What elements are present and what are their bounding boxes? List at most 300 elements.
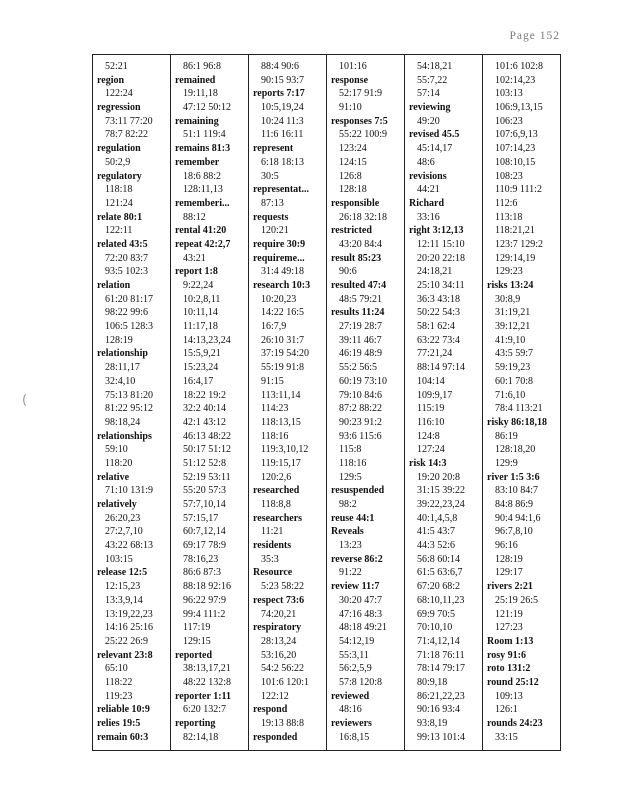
page-line-reference: 116:10	[417, 416, 445, 428]
page-line-reference: 24:18,21	[417, 266, 453, 278]
page-line-reference: 106:9,13,15	[495, 102, 543, 114]
page-line-reference: 26:20,23	[105, 512, 141, 524]
page-line-reference: 32:2 40:14	[183, 403, 227, 415]
index-term: representat...	[253, 184, 310, 196]
index-table	[92, 54, 561, 751]
page-line-reference: 72:20 83:7	[105, 252, 149, 264]
page-line-reference: 106:5 128:3	[105, 321, 154, 333]
page-line-reference: 93:5 102:3	[105, 266, 149, 278]
page-line-reference: 104:14	[417, 375, 445, 387]
page-line-reference: 37:19 54:20	[261, 348, 310, 360]
page-line-reference: 6:18 18:13	[261, 156, 305, 168]
page-line-reference: 12:15,23	[105, 581, 141, 593]
index-term: respond	[253, 704, 288, 716]
page-line-reference: 113:18	[495, 211, 523, 223]
page-line-reference: 51:1 119:4	[183, 129, 226, 141]
index-term: research 10:3	[253, 280, 311, 291]
page-line-reference: 124:15	[339, 156, 367, 168]
page-line-reference: 33:15	[495, 731, 518, 743]
page-line-reference: 115:19	[417, 403, 445, 415]
page-line-reference: 128:19	[105, 334, 133, 346]
page-line-reference: 90:6	[339, 266, 357, 278]
page-line-reference: 118:8,8	[261, 499, 291, 510]
page-line-reference: 120:21	[261, 225, 289, 237]
page-line-reference: 11:17,18	[183, 321, 218, 333]
page-line-reference: 48:16	[339, 704, 362, 716]
page-line-reference: 63:22 73:4	[417, 334, 461, 346]
index-term: round 25:12	[487, 676, 539, 688]
page-line-reference: 119:3,10,12	[261, 444, 309, 456]
index-term: revised 45.5	[409, 129, 460, 141]
page-line-reference: 55:20 57:3	[183, 485, 227, 497]
index-term: remember	[175, 156, 220, 168]
index-term: respect 73:6	[253, 594, 305, 606]
page-line-reference: 32:4,10	[105, 375, 136, 387]
page-line-reference: 27:19 28:7	[339, 321, 383, 333]
page-line-reference: 88:18 92:16	[183, 581, 232, 593]
page-line-reference: 31:19,21	[495, 307, 531, 319]
page-line-reference: 119:15,17	[261, 457, 301, 469]
page-line-reference: 55:3,11	[339, 649, 369, 661]
page-line-reference: 25:19 26:5	[495, 594, 539, 606]
index-term: remain 60:3	[97, 731, 149, 743]
index-term: regression	[97, 102, 141, 114]
page-line-reference: 57:14	[417, 88, 440, 100]
page-line-reference: 10:5,19,24	[261, 102, 304, 114]
index-term: reliable 10:9	[97, 704, 150, 716]
page-line-reference: 118:16	[339, 457, 367, 469]
page-line-reference: 60:19 73:10	[339, 375, 388, 387]
page-line-reference: 60:7,12,14	[183, 526, 226, 538]
page-line-reference: 55:22 100:9	[339, 129, 388, 141]
page-line-reference: 87:13	[261, 197, 284, 209]
page-line-reference: 40:1,4,5,8	[417, 512, 458, 524]
page-line-reference: 106:23	[495, 115, 523, 127]
page-line-reference: 39:12,21	[495, 321, 531, 333]
page-line-reference: 122:24	[105, 88, 133, 100]
page-line-reference: 69:17 78:9	[183, 540, 227, 552]
page-line-reference: 88:14 97:14	[417, 362, 466, 374]
index-term: related 43:5	[97, 238, 148, 250]
index-term: remained	[175, 74, 216, 86]
page-line-reference: 30:20 47:7	[339, 594, 383, 606]
page-line-reference: 107:6,9,13	[495, 129, 538, 141]
page-line-reference: 10:24 11:3	[261, 115, 304, 127]
page-line-reference: 128:19	[495, 553, 523, 565]
index-term: responded	[253, 731, 298, 743]
page-line-reference: 86:19	[495, 430, 518, 442]
index-term: requests	[253, 211, 289, 223]
page-line-reference: 48:6	[417, 156, 435, 168]
page-line-reference: 103:13	[495, 88, 523, 100]
page-line-reference: 25:10 34:11	[417, 280, 465, 291]
index-term: reporting	[175, 718, 216, 729]
page-line-reference: 59:19,23	[495, 362, 531, 374]
page-line-reference: 75:13 81:20	[105, 389, 154, 401]
index-term: responsible	[331, 197, 380, 209]
page-line-reference: 118:13,15	[261, 416, 301, 428]
index-term: respiratory	[253, 622, 302, 634]
page-line-reference: 108:23	[495, 170, 523, 182]
page-line-reference: 124:8	[417, 430, 440, 442]
page-line-reference: 55:19 91:8	[261, 362, 305, 374]
page-line-reference: 13:19,22,23	[105, 608, 153, 620]
index-column-5	[405, 55, 483, 750]
index-term: risks 13:24	[487, 280, 534, 291]
index-term: relevant 23:8	[97, 649, 153, 661]
page-line-reference: 90:23 91:2	[339, 416, 383, 428]
page-line-reference: 102:14,23	[495, 74, 536, 86]
page-line-reference: 31:15 39:22	[417, 485, 466, 497]
page-line-reference: 101:6 102:8	[495, 61, 544, 72]
page-line-reference: 13:3,9,14	[105, 594, 143, 606]
page-line-reference: 127:24	[417, 444, 445, 456]
index-column-3	[249, 55, 327, 750]
page-line-reference: 80:9,18	[417, 676, 448, 688]
page-line-reference: 88:4 90:6	[261, 61, 300, 72]
page-line-reference: 96:7,8,10	[495, 526, 533, 538]
page-line-reference: 26:18 32:18	[339, 211, 388, 223]
index-term: reported	[175, 649, 213, 661]
page-line-reference: 35:3	[261, 553, 279, 565]
page-line-reference: 98:18,24	[105, 416, 141, 428]
index-term: release 12:5	[97, 567, 148, 579]
page-line-reference: 9:22,24	[183, 280, 214, 291]
page-line-reference: 96:16	[495, 540, 518, 552]
page-line-reference: 48:18 49:21	[339, 622, 388, 634]
index-column-1	[93, 55, 171, 750]
page-line-reference: 14:13,23,24	[183, 334, 231, 346]
index-term: relationship	[97, 348, 148, 360]
page-line-reference: 52:21	[105, 61, 128, 72]
page-line-reference: 114:23	[261, 403, 289, 415]
page-line-reference: 71:4,12,14	[417, 635, 460, 647]
page-line-reference: 55:2 56:5	[339, 362, 378, 374]
index-term: report 1:8	[175, 266, 218, 278]
page-line-reference: 126:8	[339, 170, 362, 182]
page-line-reference: 42:1 43:12	[183, 416, 227, 428]
page-line-reference: 128:18	[339, 184, 367, 196]
page-line-reference: 48:22 132:8	[183, 676, 232, 688]
page-line-reference: 11:6 16:11	[261, 129, 304, 141]
index-term: response	[331, 74, 369, 86]
index-column-2	[171, 55, 249, 750]
index-term: rosy 91:6	[487, 649, 526, 661]
page-line-reference: 16:8,15	[339, 731, 370, 743]
page-line-reference: 16:4,17	[183, 375, 214, 387]
index-term: relative	[97, 471, 130, 483]
index-term: residents	[253, 540, 292, 552]
page-line-reference: 25:22 26:9	[105, 635, 149, 647]
page-line-reference: 81:22 95:12	[105, 403, 154, 415]
index-term: rivers 2:21	[487, 581, 533, 593]
index-term: reviewing	[409, 102, 451, 114]
page-line-reference: 99:13 101:4	[417, 731, 466, 743]
index-term: rememberi...	[175, 197, 230, 209]
index-term: revisions	[409, 170, 447, 182]
page-line-reference: 71:10 131:9	[105, 485, 154, 497]
page-line-reference: 60:1 70:8	[495, 375, 534, 387]
index-term: researched	[253, 485, 300, 497]
page-line-reference: 38:13,17,21	[183, 663, 231, 675]
index-term: resulted 47:4	[331, 280, 387, 291]
page-line-reference: 101:16	[339, 61, 367, 72]
page-line-reference: 54:18,21	[417, 61, 453, 72]
index-term: reuse 44:1	[331, 512, 375, 524]
page-line-reference: 61:5 63:6,7	[417, 567, 463, 579]
page-line-reference: 33:16	[417, 211, 440, 223]
page-line-reference: 28:11,17	[105, 362, 140, 374]
page-line-reference: 50:22 54:3	[417, 307, 461, 319]
page-line-reference: 109:9,17	[417, 389, 453, 401]
page-line-reference: 15:23,24	[183, 362, 219, 374]
page-line-reference: 129:9	[495, 457, 518, 469]
page-line-reference: 48:5 79:21	[339, 293, 383, 305]
index-term: relationships	[97, 430, 152, 442]
page-line-reference: 86:6 87:3	[183, 567, 222, 579]
page-line-reference: 119:23	[105, 690, 133, 702]
page-line-reference: 53:16,20	[261, 649, 297, 661]
page-line-reference: 54:2 56:22	[261, 663, 305, 675]
page-line-reference: 55:7,22	[417, 74, 448, 86]
page-line-reference: 46:19 48:9	[339, 348, 383, 360]
page-line-reference: 120:2,6	[261, 471, 292, 483]
page-line-reference: 12:11 15:10	[417, 238, 465, 250]
index-term: remains 81:3	[175, 143, 231, 155]
page-line-reference: 10:11,14	[183, 307, 218, 319]
page-line-reference: 129:5	[339, 471, 362, 483]
index-term: Room 1:13	[487, 635, 534, 647]
index-term: region	[97, 74, 125, 86]
page-line-reference: 118:20	[105, 457, 133, 469]
page-line-reference: 30:5	[261, 170, 279, 182]
page-line-reference: 84:8 86:9	[495, 499, 534, 510]
page-line-reference: 56:8 60:14	[417, 553, 461, 565]
page-line-reference: 71:18 76:11	[417, 649, 465, 661]
page-line-reference: 43:5 59:7	[495, 348, 534, 360]
index-term: relatively	[97, 499, 137, 510]
page-line-reference: 123:24	[339, 143, 367, 155]
page-line-reference: 128:11,13	[183, 184, 223, 196]
page-line-reference: 129:14,19	[495, 252, 536, 264]
page-line-reference: 129:17	[495, 567, 523, 579]
page-line-reference: 50:17 51:12	[183, 444, 232, 456]
page-line-reference: 128:18,20	[495, 444, 536, 456]
page-line-reference: 65:10	[105, 663, 128, 675]
page-number: Page 152	[509, 30, 560, 42]
page-line-reference: 91:15	[261, 375, 284, 387]
page-line-reference: 69:9 70:5	[417, 608, 456, 620]
page-line-reference: 91:10	[339, 102, 362, 114]
page-line-reference: 68:10,11,23	[417, 594, 465, 606]
index-term: results 11:24	[331, 307, 385, 319]
page-line-reference: 14:16 25:16	[105, 622, 154, 634]
page-line-reference: 30:8,9	[495, 293, 521, 305]
page-line-reference: 96:22 97:9	[183, 594, 227, 606]
index-term: relation	[97, 280, 131, 291]
index-term: regulation	[97, 143, 141, 155]
page-line-reference: 16:7,9	[261, 321, 287, 333]
page-line-reference: 43:21	[183, 252, 206, 264]
index-term: researchers	[253, 512, 303, 524]
page-line-reference: 39:11 46:7	[339, 334, 382, 346]
index-term: river 1:5 3:6	[487, 471, 540, 483]
page-line-reference: 88:12	[183, 211, 206, 223]
page-line-reference: 71:6,10	[495, 389, 526, 401]
page-line-reference: 118:22	[105, 676, 133, 688]
index-term: relate 80:1	[97, 211, 143, 223]
page-line-reference: 45:14,17	[417, 143, 453, 155]
page-line-reference: 41:9,10	[495, 334, 526, 346]
page-line-reference: 58:1 62:4	[417, 321, 456, 333]
page-line-reference: 113:11,14	[261, 389, 301, 401]
index-column-4	[327, 55, 405, 750]
page-line-reference: 121:19	[495, 608, 523, 620]
page-line-reference: 28:13,24	[261, 635, 297, 647]
index-term: reviewed	[331, 690, 370, 702]
page-line-reference: 5:23 58:22	[261, 581, 305, 593]
page-line-reference: 15:5,9,21	[183, 348, 221, 360]
index-term: repeat 42:2,7	[175, 238, 231, 250]
page-line-reference: 10:20,23	[261, 293, 297, 305]
page-line-reference: 50:2,9	[105, 156, 131, 168]
page-line-reference: 108:10,15	[495, 156, 536, 168]
index-term: relies 19:5	[97, 718, 141, 729]
index-term: reverse 86:2	[331, 553, 383, 565]
page-line-reference: 99:4 111:2	[183, 608, 226, 620]
page-line-reference: 87:2 88:22	[339, 403, 383, 415]
page-line-reference: 18:6 88:2	[183, 170, 222, 182]
page-line-reference: 86:1 96:8	[183, 61, 222, 72]
page-line-reference: 57:8 120:8	[339, 676, 383, 688]
index-term: requireme...	[253, 252, 305, 264]
page-line-reference: 103:15	[105, 553, 133, 565]
page-line-reference: 78:7 82:22	[105, 129, 149, 141]
page-line-reference: 86:21,22,23	[417, 690, 465, 702]
page-line-reference: 43:20 84:4	[339, 238, 383, 250]
index-term: represent	[253, 143, 294, 155]
page-line-reference: 67:20 68:2	[417, 581, 461, 593]
page-line-reference: 44:3 52:6	[417, 540, 456, 552]
page-line-reference: 101:6 120:1	[261, 676, 310, 688]
page-line-reference: 44:21	[417, 184, 440, 196]
page-line-reference: 19:13 88:8	[261, 718, 305, 729]
page-line-reference: 118:21,21	[495, 225, 535, 237]
index-term: roto 131:2	[487, 663, 531, 675]
page-line-reference: 20:20 22:18	[417, 252, 466, 264]
page-line-reference: 51:12 52:8	[183, 457, 227, 469]
page-line-reference: 90:4 94:1,6	[495, 512, 541, 524]
index-term: review 11:7	[331, 581, 380, 593]
page-line-reference: 79:10 84:6	[339, 389, 383, 401]
page-line-reference: 98:22 99:6	[105, 307, 149, 319]
page-line-reference: 90:15 93:7	[261, 74, 305, 86]
index-term: restricted	[331, 225, 372, 237]
margin-mark: (	[22, 393, 28, 408]
page-line-reference: 121:24	[105, 197, 133, 209]
page-line-reference: 78:14 79:17	[417, 663, 466, 675]
index-term: result 85:23	[331, 252, 382, 264]
page-line-reference: 61:20 81:17	[105, 293, 154, 305]
page-line-reference: 54:12,19	[339, 635, 375, 647]
page-line-reference: 122:12	[261, 690, 289, 702]
page-line-reference: 47:16 48:3	[339, 608, 383, 620]
page-line-reference: 52:17 91:9	[339, 88, 383, 100]
page-line-reference: 18:22 19:2	[183, 389, 227, 401]
page-line-reference: 90:16 93:4	[417, 704, 461, 716]
page-line-reference: 82:14,18	[183, 731, 219, 743]
page-line-reference: 126:1	[495, 704, 518, 716]
page-line-reference: 10:2,8,11	[183, 293, 221, 305]
page-line-reference: 31:4 49:18	[261, 266, 305, 278]
page-line-reference: 83:10 84:7	[495, 485, 539, 497]
index-term: risk 14:3	[409, 457, 447, 469]
index-column-6	[483, 55, 560, 750]
page-line-reference: 36:3 43:18	[417, 293, 461, 305]
page-line-reference: 74:20,21	[261, 608, 297, 620]
page-line-reference: 70:10,10	[417, 622, 453, 634]
page-line-reference: 47:12 50:12	[183, 102, 232, 114]
page-line-reference: 14:22 16:5	[261, 307, 305, 319]
page-line-reference: 115:8	[339, 444, 362, 456]
page-line-reference: 41:5 43:7	[417, 526, 456, 538]
page-line-reference: 78:4 113:21	[495, 403, 543, 415]
index-term: reviewers	[331, 718, 372, 729]
index-term: Reveals	[331, 526, 364, 538]
page-line-reference: 59:10	[105, 444, 128, 456]
page-line-reference: 56:2,5,9	[339, 663, 372, 675]
page-line-reference: 123:7 129:2	[495, 238, 544, 250]
index-term: require 30:9	[253, 238, 306, 250]
page-line-reference: 43:22 68:13	[105, 540, 154, 552]
page-line-reference: 107:14,23	[495, 143, 536, 155]
index-term: remaining	[175, 115, 219, 127]
index-term: resuspended	[331, 485, 385, 497]
page-line-reference: 98:2	[339, 499, 357, 510]
page-line-reference: 52:19 53:11	[183, 471, 231, 483]
page-line-reference: 49:20	[417, 115, 440, 127]
page-line-reference: 13:23	[339, 540, 362, 552]
index-term: right 3:12,13	[409, 225, 464, 237]
page-line-reference: 27:2,7,10	[105, 526, 143, 538]
page-line-reference: 73:11 77:20	[105, 115, 153, 127]
page-line-reference: 93:8,19	[417, 718, 448, 729]
page-line-reference: 26:10 31:7	[261, 334, 305, 346]
page-line-reference: 78:16,23	[183, 553, 219, 565]
page-line-reference: 118:18	[105, 184, 133, 196]
page-line-reference: 93:6 115:6	[339, 430, 382, 442]
page-line-reference: 6:20 132:7	[183, 704, 227, 716]
page-line-reference: 19:11,18	[183, 88, 218, 100]
page-line-reference: 46:13 48:22	[183, 430, 232, 442]
page-line-reference: 19:20 20:8	[417, 471, 461, 483]
page-line-reference: 127:23	[495, 622, 523, 634]
index-term: regulatory	[97, 170, 142, 182]
page-line-reference: 129:15	[183, 635, 211, 647]
index-term: Richard	[409, 197, 444, 209]
page-line-reference: 112:6	[495, 197, 518, 209]
page-line-reference: 91:22	[339, 567, 362, 579]
index-term: reports 7:17	[253, 88, 305, 100]
page-line-reference: 122:11	[105, 225, 133, 237]
page-line-reference: 39:22,23,24	[417, 499, 465, 510]
index-term: responses 7:5	[331, 115, 388, 127]
page-line-reference: 57:7,10,14	[183, 499, 226, 510]
index-term: Resource	[253, 567, 293, 579]
index-term: risky 86:18,18	[487, 416, 547, 428]
page-line-reference: 118:16	[261, 430, 289, 442]
index-term: rounds 24:23	[487, 718, 543, 729]
